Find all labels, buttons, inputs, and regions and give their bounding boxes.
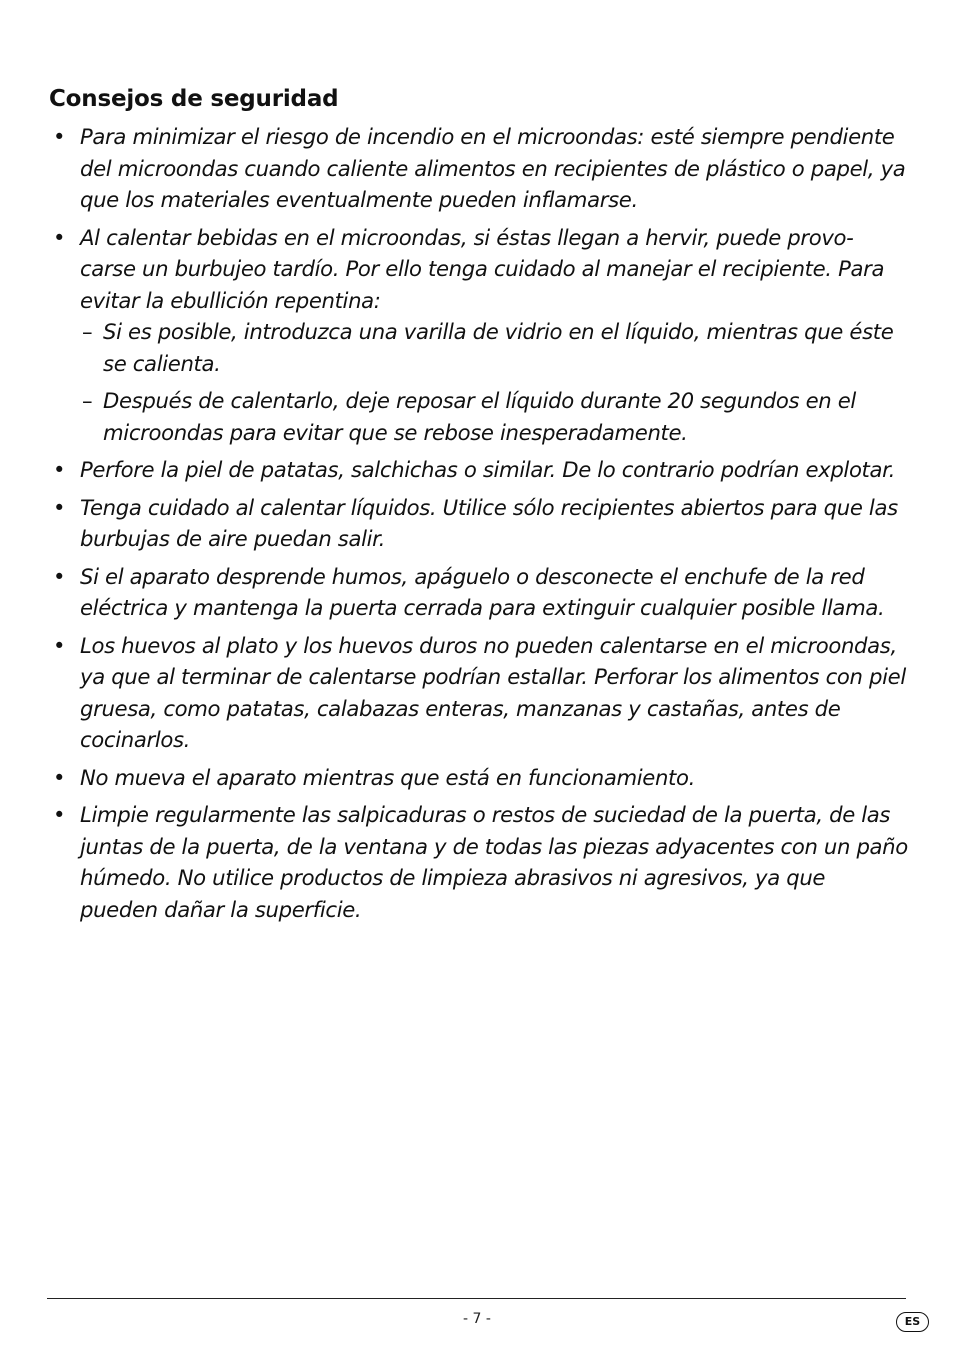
- list-item-text: Al calentar bebidas en el microondas, si éstas llegan a hervir, puede provo-carse un burbujeo tardío. Por ello tenga cuidado al manejar el recipiente. Para evitar la ebullición repentina:: [80, 224, 885, 313]
- bullet-icon: •: [53, 563, 66, 589]
- list-item-text: Limpie regularmente las salpicaduras o restos de suciedad de la puerta, de las juntas de la puerta, de la ventana y de todas las piezas adyacentes con un paño húmedo. No utilice productos de limpieza abrasivos ni agresivos, ya que pueden dañar la superficie.: [80, 802, 908, 922]
- sub-list-item-text: Después de calentarlo, deje reposar el líquido durante 20 segundos en el microondas para evitar que se rebose inesperadamente.: [103, 388, 856, 445]
- list-item: [49, 762, 909, 794]
- section-title: Consejos de seguridad: [49, 86, 339, 112]
- list-item: [49, 454, 909, 486]
- list-item-text: Para minimizar el riesgo de incendio en el microondas: esté siempre pendiente del microondas cuando caliente alimentos en recipientes de plástico o papel, ya que los materiales eventualmente pueden inflamarse.: [80, 124, 906, 212]
- bullet-icon: •: [53, 124, 66, 149]
- bullet-icon: •: [53, 457, 66, 482]
- page-number: - 7 -: [463, 1311, 491, 1327]
- list-item-text: Tenga cuidado al calentar líquidos. Utilice sólo recipientes abiertos para que las burbujas de aire puedan salir.: [80, 494, 898, 551]
- bullet-icon: •: [53, 632, 66, 658]
- list-item-text: Si el aparato desprende humos, apáguelo o desconecte el enchufe de la red eléctrica y mantenga la puerta cerrada para extinguir cualquier posible llama.: [80, 563, 885, 620]
- list-item-text: Perfore la piel de patatas, salchichas o similar. De lo contrario podrían explotar.: [80, 457, 895, 482]
- bullet-icon: •: [53, 224, 66, 250]
- language-badge: ES: [896, 1312, 929, 1332]
- bullet-icon: •: [53, 802, 66, 827]
- sub-list-item-text: Si es posible, introduzca una varilla de vidrio en el líquido, mientras que éste se calienta.: [103, 319, 894, 376]
- list-item: [49, 799, 909, 925]
- list-item: [49, 222, 909, 449]
- sub-list-item: [80, 385, 909, 448]
- dash-icon: –: [82, 319, 93, 344]
- dash-icon: –: [82, 388, 93, 413]
- sub-list: [80, 316, 909, 448]
- bullet-icon: •: [53, 494, 66, 520]
- sub-list-item: [80, 316, 909, 379]
- list-item: [49, 492, 909, 555]
- list-item: [49, 561, 909, 624]
- list-item-text: No mueva el aparato mientras que está en funcionamiento.: [80, 764, 696, 790]
- list-item-text: Los huevos al plato y los huevos duros no pueden calentarse en el microondas, ya que al terminar de calentarse podrían estallar. Perforar los alimentos con piel gruesa, como patatas, calabazas enteras, manzanas y castañas, antes de cocinarlos.: [80, 632, 906, 752]
- safety-tips-list: [49, 121, 909, 931]
- list-item: [49, 630, 909, 756]
- footer-divider: [47, 1298, 906, 1299]
- list-item: [49, 121, 909, 216]
- bullet-icon: •: [53, 764, 66, 790]
